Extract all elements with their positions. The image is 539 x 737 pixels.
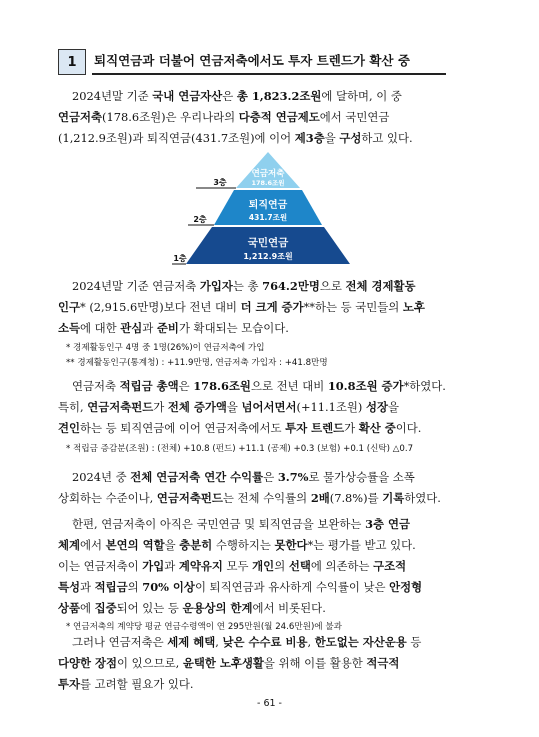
tier3-value: 178.6조원 bbox=[251, 179, 285, 187]
tier1-level: 1층 bbox=[173, 254, 187, 263]
tier3-name: 연금저축 bbox=[251, 169, 285, 179]
paragraph-reserves: 연금저축 적립금 총액은 178.6조원으로 전년 대비 10.8조원 증가*하였다. 특히, 연금저축펀드가 전체 증가액을 넘어서면서(+11.1조원) 성장을 견인하는 등 퇴직연금에 이어 연금저축에서도 투자 트렌드가 확산 중이다. bbox=[58, 379, 446, 435]
footnote-reserves: * 적립금 증감분(조원) : (전체) +10.8 (펀드) +11.1 (공제) +0.3 (보험) +0.1 (신탁) △0.7 bbox=[66, 444, 414, 454]
section-number-box: 1 bbox=[58, 49, 86, 75]
paragraph-limitations: 한편, 연금저축이 아직은 국민연금 및 퇴직연금을 보완하는 3층 연금 체계에서 본연의 역할을 충분히 수행하지는 못한다*는 평가를 받고 있다. 이는 연금저축이 가입과 계약유지 모두 개인의 선택에 의존하는 구조적 특성과 적립금의 70% 이상이 퇴직연금과 유사하게 수익률이 낮은 안정형 상품에 집중되어 있는 등 운용상의 한계에서 비롯된다. bbox=[58, 517, 423, 615]
paragraph-conclusion: 그러나 연금저축은 세제 혜택, 낮은 수수료 비용, 한도없는 자산운용 등 다양한 장점이 있으므로, 윤택한 노후생활을 위해 이를 활용한 적극적 투자를 고려할 필요가 있다. bbox=[58, 635, 422, 691]
pension-pyramid-diagram bbox=[170, 150, 370, 270]
paragraph-returns: 2024년 중 전체 연금저축 연간 수익률은 3.7%로 물가상승률을 소폭 상회하는 수준이나, 연금저축펀드는 전체 수익률의 2배(7.8%)를 기록하였다. bbox=[58, 470, 441, 505]
page-number: - 61 - bbox=[257, 698, 282, 709]
tier2-level: 2층 bbox=[193, 215, 207, 224]
tier3-level: 3층 bbox=[213, 178, 227, 187]
tier2-name: 퇴직연금 bbox=[248, 200, 288, 211]
footnote-annuity: * 연금저축의 계약당 평균 연금수령액이 연 295만원(월 24.6만원)에 불과 bbox=[66, 622, 342, 632]
section-title: 퇴직연금과 더불어 연금저축에서도 투자 트렌드가 확산 중 bbox=[92, 49, 446, 75]
tier1-name: 국민연금 bbox=[247, 237, 289, 249]
footnote-subscribers: * 경제활동인구 4명 중 1명(26%)이 연금저축에 가입 ** 경제활동인구(통계청) : +11.9만명, 연금저축 가입자 : +41.8만명 bbox=[66, 343, 328, 368]
tier1-value: 1,212.9조원 bbox=[243, 252, 293, 261]
paragraph-subscribers: 2024년말 기준 연금저축 가입자는 총 764.2만명으로 전체 경제활동 인구* (2,915.6만명)보다 전년 대비 더 크게 증가**하는 등 국민들의 노후 소득에 대한 관심과 준비가 확대되는 모습이다. bbox=[58, 279, 425, 335]
tier2-value: 431.7조원 bbox=[248, 213, 288, 222]
paragraph-pension-assets: 2024년말 기준 국내 연금자산은 총 1,823.2조원에 달하며, 이 중 연금저축(178.6조원)은 우리나라의 다층적 연금제도에서 국민연금 (1,212.9조원)과 퇴직연금(431.7조원)에 이어 제3층을 구성하고 있다. bbox=[58, 89, 413, 145]
section-header bbox=[58, 49, 446, 75]
